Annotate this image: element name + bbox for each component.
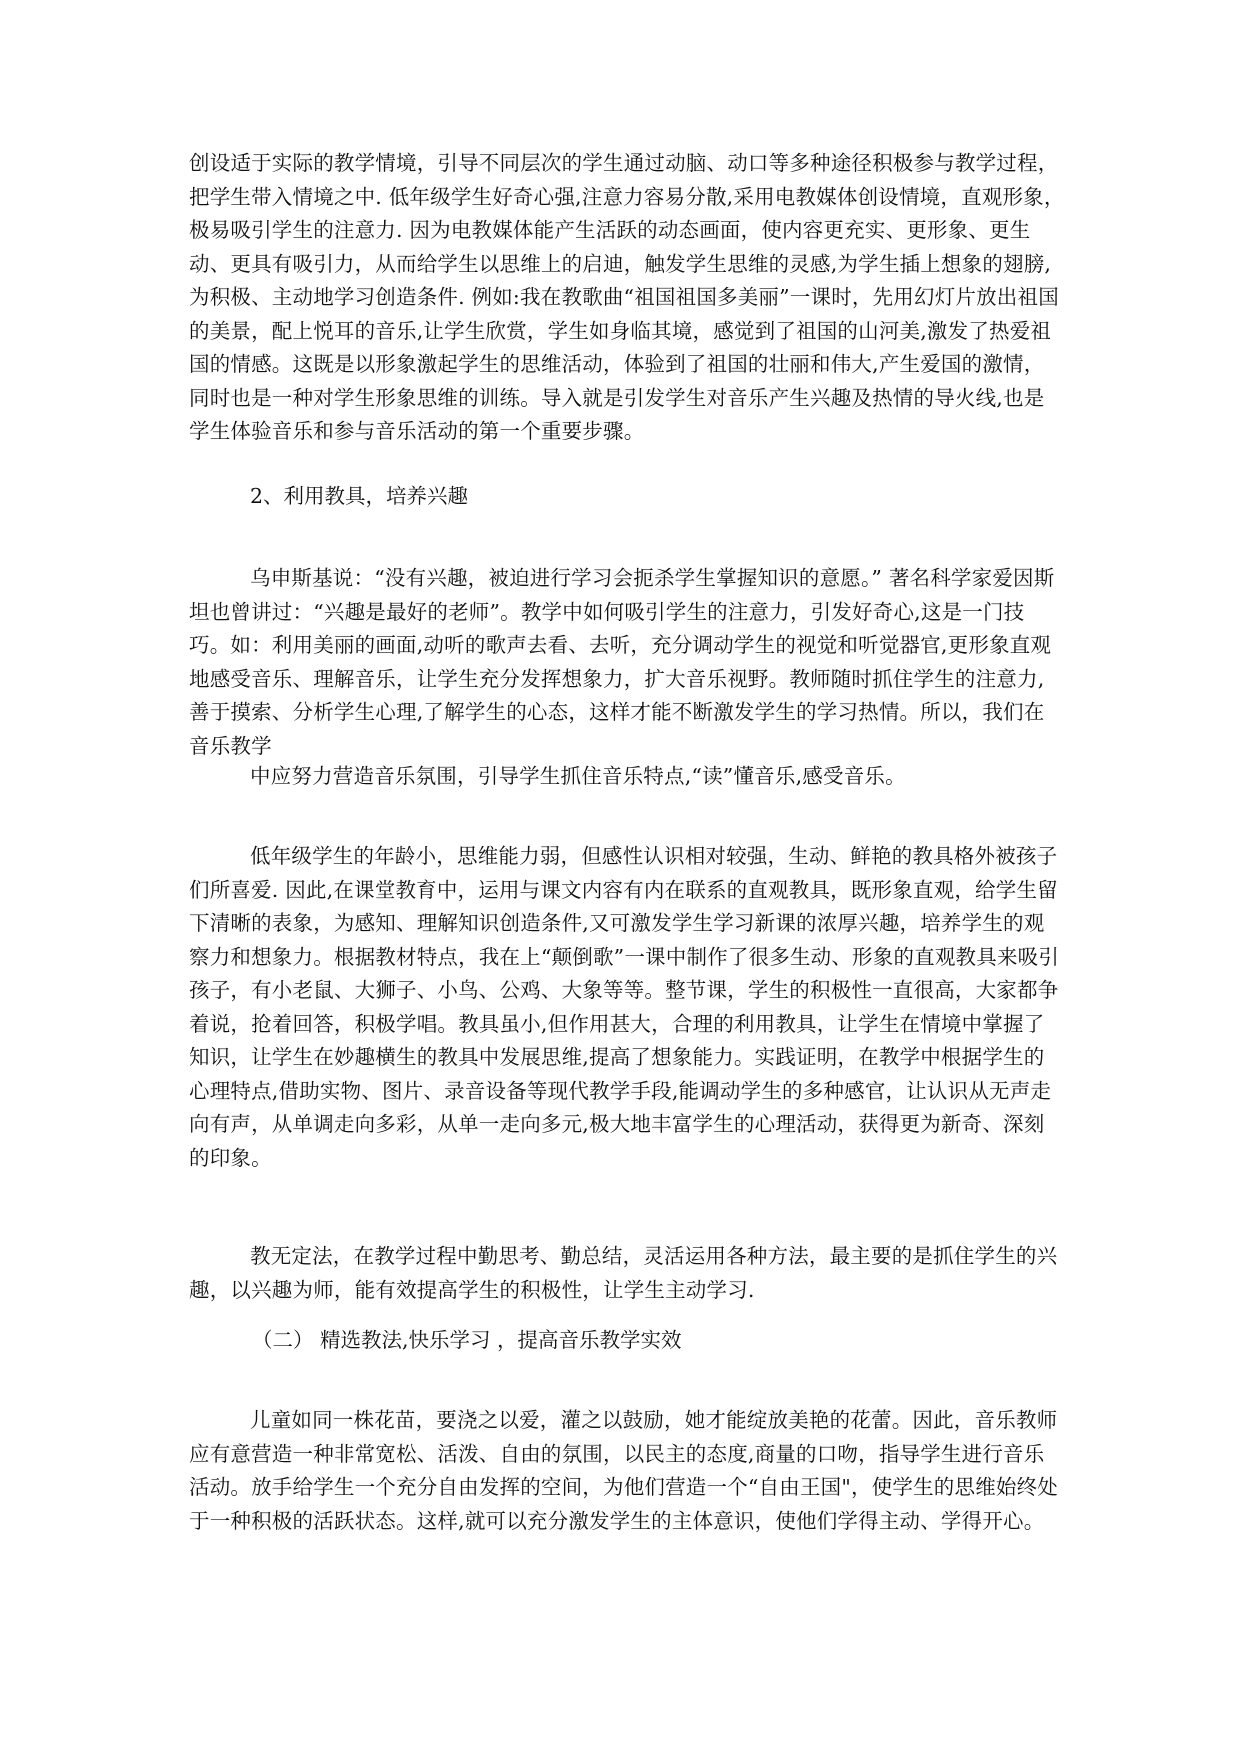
paragraph-conclusion: 教无定法，在教学过程中勤思考、勤总结，灵活运用各种方法，最主要的是抓住学生的兴趣，以兴趣为师，能有效提高学生的积极性，让学生主动学习. — [189, 1244, 1058, 1302]
section-heading-teaching-methods: （二） 精选教法,快乐学习 ，提高音乐教学实效 — [252, 1328, 682, 1352]
paragraph-children-like-seedlings: 儿童如同一株花苗，要浇之以爱，灌之以鼓励，她才能绽放美艳的花蕾。因此，音乐教师应有意营造一种非常宽松、活泼、自由的氛围，以民主的态度,商量的口吻，指导学生进行音乐活动。放手给学生一个充分自由发挥的空间，为他们营造一个“自由王国"，使学生的思维始终处于一种积极的活跃状态。这样,就可以充分激发学生的主体意识，使他们学得主动、学得开心。 — [189, 1408, 1059, 1533]
section-heading-teaching-aids: 2、利用教具，培养兴趣 — [250, 484, 469, 508]
paragraph-interest-quote: 乌申斯基说：“没有兴趣，被迫进行学习会扼杀学生掌握知识的意愿。” 著名科学家爱因斯坦也曾讲过：“兴趣是最好的老师”。教学中如何吸引学生的注意力，引发好奇心,这是一门技巧。如：利用美丽的画面,动听的歌声去看、去听，充分调动学生的视觉和听觉器官,更形象直观地感受音乐、理解音乐，让学生充分发挥想象力，扩大音乐视野。教师随时抓住学生的注意力,善于摸索、分析学生心理,了解学生的心态，这样才能不断激发学生的学习热情。所以，我们在音乐教学 — [189, 566, 1055, 758]
paragraph-teaching-situation: 创设适于实际的教学情境，引导不同层次的学生通过动脑、动口等多种途径积极参与教学过程，把学生带入情境之中. 低年级学生好奇心强,注意力容易分散,采用电教媒体创设情境，直观形象，极易吸引学生的注意力. 因为电教媒体能产生活跃的动态画面，使内容更充实、更形象、更生动、更具有吸引力，从而给学生以思维上的启迪，触发学生思维的灵感,为学生插上想象的翅膀,为积极、主动地学习创造条件. 例如:我在教歌曲“祖国祖国多美丽”一课时，先用幻灯片放出祖国的美景，配上悦耳的音乐,让学生欣赏，学生如身临其境，感觉到了祖国的山河美,激发了热爱祖国的情感。这既是以形象激起学生的思维活动，体验到了祖国的壮丽和伟大,产生爱国的激情，同时也是一种对学生形象思维的训练。导入就是引发学生对音乐产生兴趣及热情的导火线,也是学生体验音乐和参与音乐活动的第一个重要步骤。 — [189, 151, 1065, 443]
paragraph-music-atmosphere: 中应努力营造音乐氛围，引导学生抓住音乐特点,“读”懂音乐,感受音乐。 — [250, 764, 906, 788]
paragraph-teaching-aids-example: 低年级学生的年龄小，思维能力弱，但感性认识相对较强，生动、鲜艳的教具格外被孩子们所喜爱. 因此,在课堂教育中，运用与课文内容有内在联系的直观教具，既形象直观，给学生留下清晰的表象，为感知、理解知识创造条件,又可激发学生学习新课的浓厚兴趣，培养学生的观察力和想象力。根据教材特点，我在上“颠倒歌”一课中制作了很多生动、形象的直观教具来吸引孩子，有小老鼠、大狮子、小鸟、公鸡、大象等等。整节课，学生的积极性一直很高，大家都争着说，抢着回答，积极学唱。教具虽小,但作用甚大，合理的利用教具，让学生在情境中掌握了知识，让学生在妙趣横生的教具中发展思维,提高了想象能力。实践证明，在教学中根据学生的心理特点,借助实物、图片、录音设备等现代教学手段,能调动学生的多种感官，让认识从无声走向有声，从单调走向多彩，从单一走向多元,极大地丰富学生的心理活动，获得更为新奇、深刻的印象。 — [189, 844, 1060, 1170]
